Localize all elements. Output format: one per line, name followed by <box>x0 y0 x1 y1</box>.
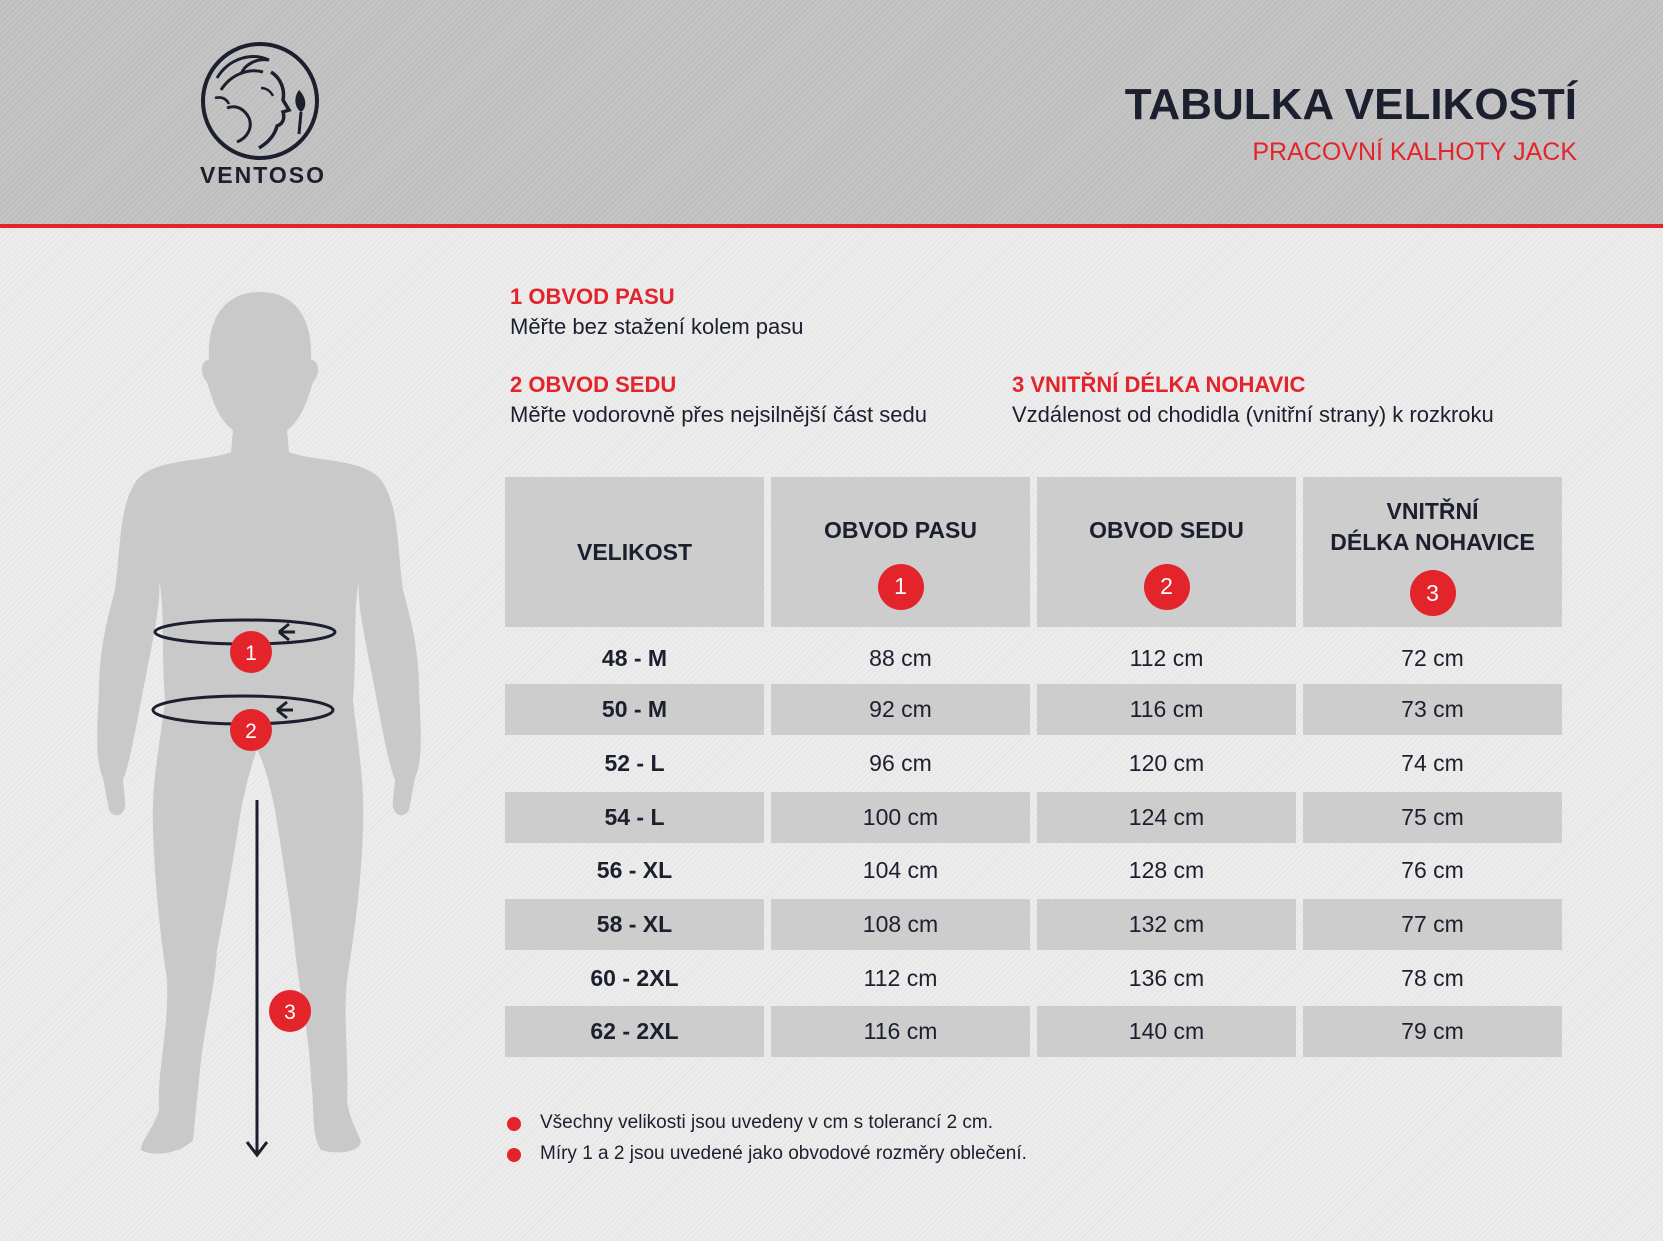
legend-inseam-title: 3 VNITŘNÍ DÉLKA NOHAVIC <box>1012 372 1306 397</box>
cell-hip: 116 cm <box>1037 684 1296 735</box>
badge-hip: 2 <box>1144 564 1190 610</box>
cell-hip: 120 cm <box>1128 750 1205 776</box>
cell-hip: 140 cm <box>1037 1006 1296 1057</box>
cell-size: 58 - XL <box>505 899 764 950</box>
cell-size: 48 - M <box>601 645 668 671</box>
header-waist: OBVOD PASU 1 <box>771 477 1030 627</box>
cell-waist: 100 cm <box>771 792 1030 843</box>
svg-text:2: 2 <box>245 720 257 743</box>
cell-hip: 136 cm <box>1128 965 1205 991</box>
marker-inseam <box>269 990 311 1032</box>
cell-waist: 88 cm <box>869 645 932 671</box>
cell-inseam: 75 cm <box>1303 792 1562 843</box>
cell-waist: 104 cm <box>862 857 939 883</box>
svg-text:1: 1 <box>245 642 257 665</box>
legend-inseam-desc: Vzdálenost od chodidla (vnitřní strany) k rozkroku <box>1012 402 1494 427</box>
human-silhouette <box>95 290 425 1205</box>
brand-logo <box>193 38 333 198</box>
cell-inseam: 74 cm <box>1401 750 1464 776</box>
cell-size: 54 - L <box>505 792 764 843</box>
legend-waist-desc: Měřte bez stažení kolem pasu <box>510 314 804 339</box>
badge-waist: 1 <box>878 564 924 610</box>
cell-waist: 92 cm <box>771 684 1030 735</box>
cell-hip: 132 cm <box>1037 899 1296 950</box>
svg-text:3: 3 <box>284 1001 296 1024</box>
bullet-icon <box>507 1148 521 1162</box>
bullet-icon <box>507 1117 521 1131</box>
page-title: TABULKA VELIKOSTÍ <box>1124 80 1577 129</box>
body-figure <box>95 290 425 1205</box>
cell-waist: 108 cm <box>771 899 1030 950</box>
cell-hip: 124 cm <box>1037 792 1296 843</box>
legend-hip-title: 2 OBVOD SEDU <box>510 372 677 397</box>
cell-size: 60 - 2XL <box>590 965 679 991</box>
legend-hip-desc: Měřte vodorovně přes nejsilnější část sedu <box>510 402 927 427</box>
marker-waist <box>230 631 272 673</box>
cell-waist: 96 cm <box>869 750 932 776</box>
inseam-arrow-icon <box>247 800 267 1155</box>
cell-size: 56 - XL <box>596 857 673 883</box>
cell-hip: 112 cm <box>1129 645 1204 671</box>
cell-inseam: 73 cm <box>1303 684 1562 735</box>
page-subtitle: PRACOVNÍ KALHOTY JACK <box>1252 138 1577 166</box>
cell-inseam: 79 cm <box>1303 1006 1562 1057</box>
header-band <box>0 0 1663 228</box>
header-inseam: VNITŘNÍ DÉLKA NOHAVICE 3 <box>1303 477 1562 627</box>
cell-inseam: 72 cm <box>1401 645 1464 671</box>
brand-name: VENTOSO <box>199 162 327 188</box>
header-size: VELIKOST <box>505 477 764 627</box>
cell-size: 62 - 2XL <box>505 1006 764 1057</box>
cell-waist: 116 cm <box>771 1006 1030 1057</box>
cell-inseam: 77 cm <box>1303 899 1562 950</box>
cell-size: 52 - L <box>604 750 665 776</box>
cell-inseam: 76 cm <box>1401 857 1464 883</box>
header-hip: OBVOD SEDU 2 <box>1037 477 1296 627</box>
cell-waist: 112 cm <box>863 965 938 991</box>
legend-waist-title: 1 OBVOD PASU <box>510 284 675 309</box>
cell-hip: 128 cm <box>1128 857 1205 883</box>
badge-inseam: 3 <box>1410 570 1456 616</box>
marker-hip <box>230 709 272 751</box>
cell-inseam: 78 cm <box>1401 965 1464 991</box>
cell-size: 50 - M <box>505 684 764 735</box>
ventoso-logo-icon <box>197 38 323 164</box>
